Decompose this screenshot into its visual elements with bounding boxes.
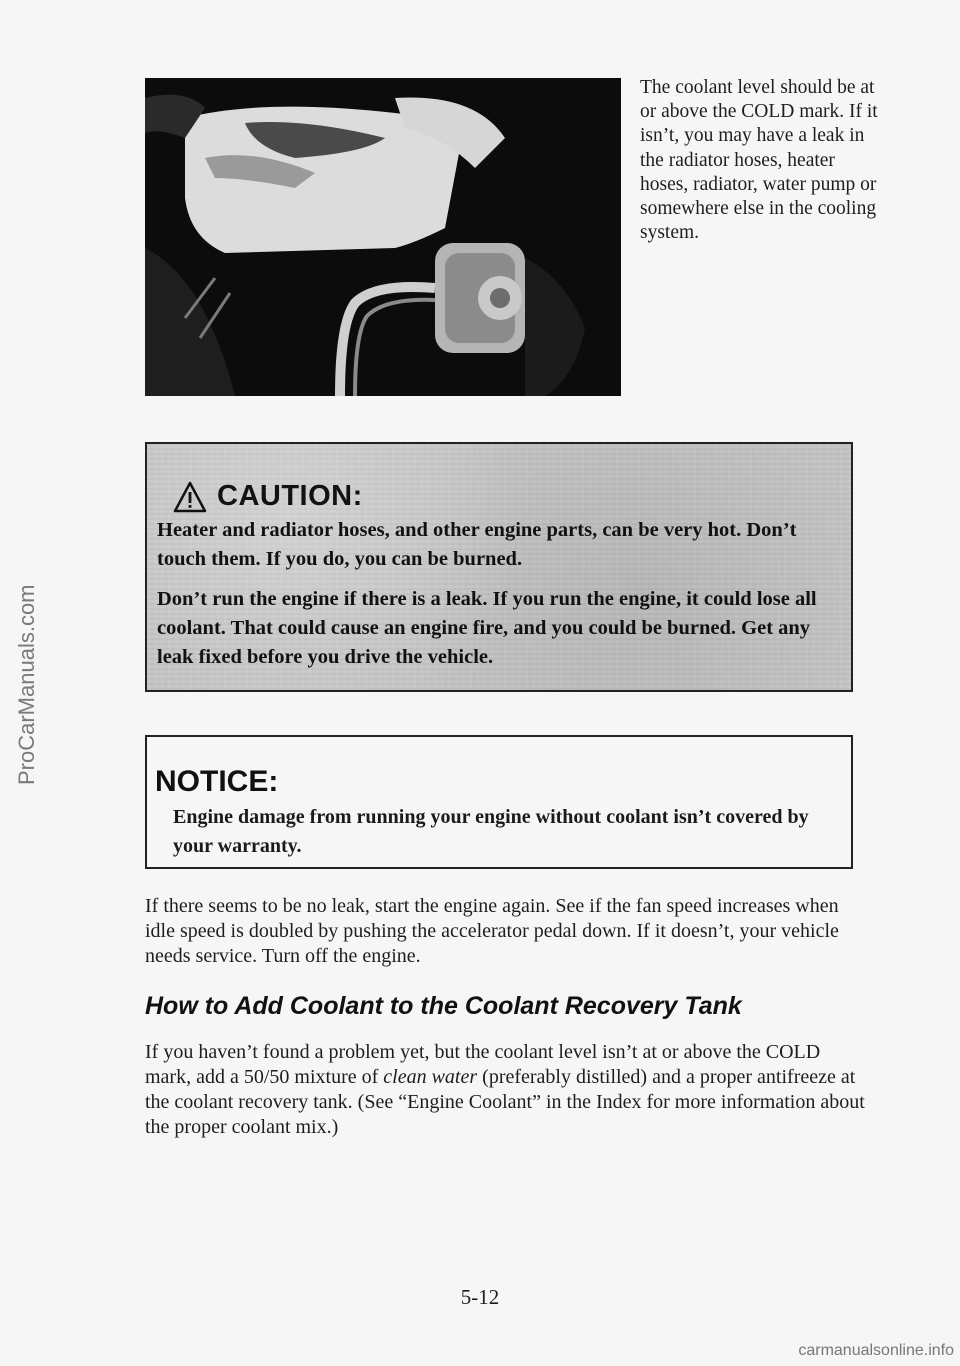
warning-triangle-icon xyxy=(173,481,207,513)
add-coolant-paragraph xyxy=(145,1040,865,1140)
caution-body xyxy=(157,516,837,683)
side-watermark-graphic xyxy=(6,280,46,800)
paragraph-text: If you haven’t found a problem yet, but the coolant level isn’t at or above the COLD mark, add a 50/50 mixture of xyxy=(145,1041,821,1088)
caution-box xyxy=(145,442,853,692)
coolant-tank-photo xyxy=(145,78,621,396)
caution-header xyxy=(173,480,363,513)
notice-box xyxy=(145,735,853,869)
caution-paragraph: Heater and radiator hoses, and other engine parts, can be very hot. Don’t touch them. If you do, you can be burned. xyxy=(157,519,797,570)
notice-body: Engine damage from running your engine without coolant isn’t covered by your warranty. xyxy=(173,806,809,857)
fan-speed-paragraph: If there seems to be no leak, start the engine again. See if the fan speed increases when idle speed is doubled by pushing the accelerator pedal down. If it doesn’t, your vehicle needs service. Turn off the engine. xyxy=(145,895,839,967)
caution-paragraph: Don’t run the engine if there is a leak. If you run the engine, it could lose all coolant. That could cause an engine fire, and you could be burned. Get any leak fixed before you drive the vehicle. xyxy=(157,588,817,668)
side-watermark-text: ProCarManuals.com xyxy=(14,584,39,785)
coolant-level-text: The coolant level should be at or above the COLD mark. If it isn’t, you may have a leak in the radiator hoses, heater hoses, radiator, water pump or somewhere else in the cooling system. xyxy=(640,77,878,244)
paragraph-text: (preferably distilled) and a proper antifreeze at the coolant recovery tank. (See “Engine Coolant” in the Index for more information about the proper coolant mix.) xyxy=(145,1066,865,1138)
footer-watermark: carmanualsonline.info xyxy=(798,1342,954,1359)
page-number: 5-12 xyxy=(460,1285,500,1309)
section-title: How to Add Coolant to the Coolant Recovery Tank xyxy=(145,992,742,1020)
emphasis-text: clean water xyxy=(383,1066,478,1088)
side-watermark xyxy=(6,280,46,800)
photo-illustration xyxy=(145,78,621,396)
caution-title: CAUTION: xyxy=(217,480,363,512)
notice-title: NOTICE: xyxy=(155,765,279,798)
